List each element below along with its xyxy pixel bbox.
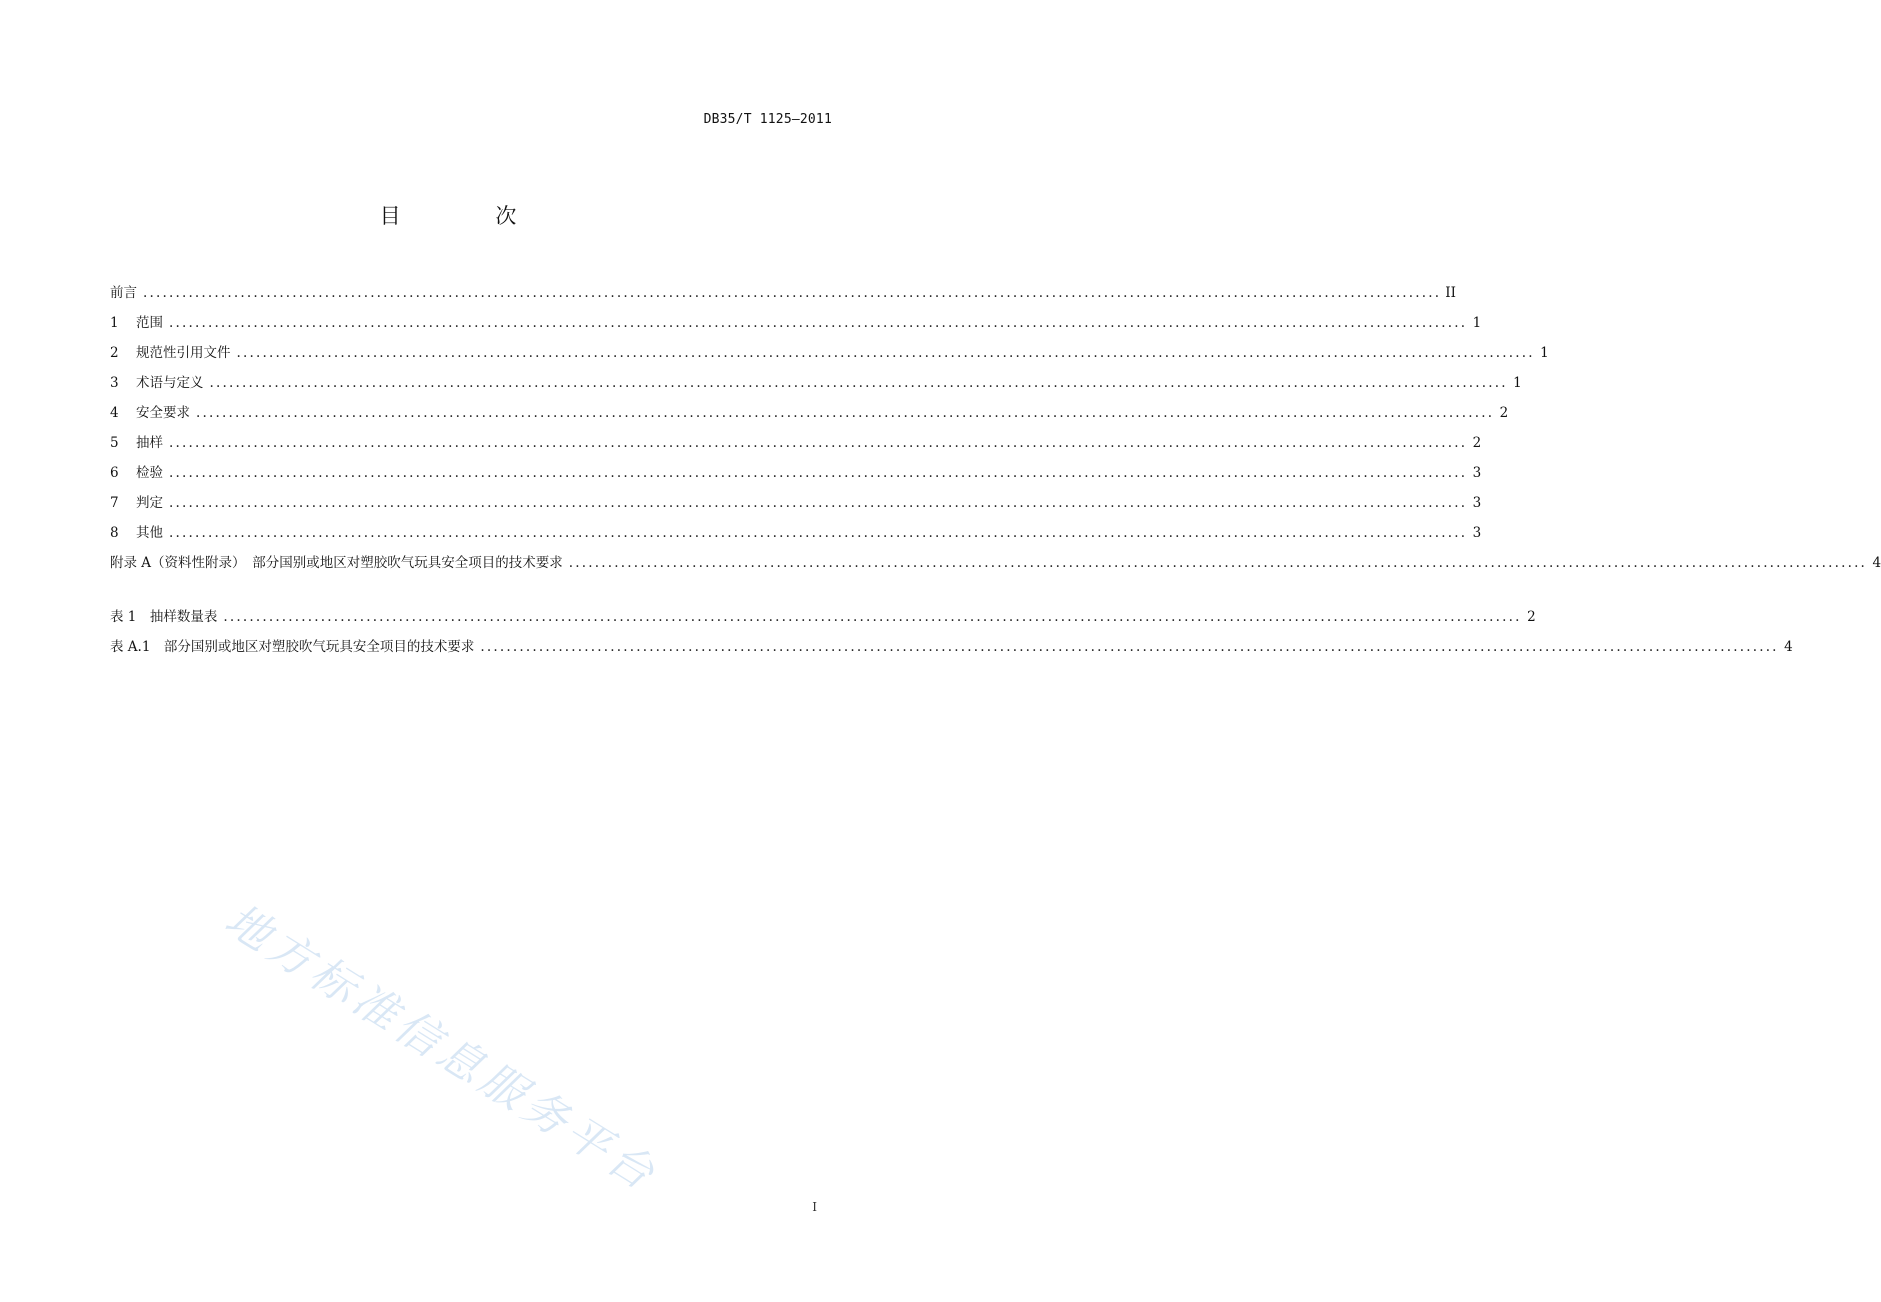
toc-entry-number: 1 bbox=[110, 315, 119, 331]
toc-leader-dots: ........................................................................................................................................................................................................ bbox=[169, 495, 1468, 511]
toc-entry-label: 范围 bbox=[136, 315, 163, 331]
toc-entry-label: 规范性引用文件 bbox=[136, 345, 231, 361]
toc-entry-label: 其他 bbox=[136, 525, 163, 541]
toc-entry-page: 2 bbox=[1499, 405, 1509, 421]
toc-entry[interactable] bbox=[110, 488, 1482, 518]
toc-entry-label: 前言 bbox=[110, 285, 137, 301]
toc-entry-page: 2 bbox=[1527, 609, 1536, 625]
toc-leader-dots: ........................................................................................................................................................................................................ bbox=[568, 555, 1868, 571]
toc-leader-dots: ........................................................................................................................................................................................................ bbox=[480, 639, 1779, 655]
toc-leader-dots: ........................................................................................................................................................................................................ bbox=[223, 609, 1522, 625]
toc-entry-label: 检验 bbox=[136, 465, 163, 481]
toc-entry[interactable] bbox=[110, 398, 1509, 428]
toc-entry[interactable] bbox=[110, 338, 1549, 368]
toc-leader-dots: ........................................................................................................................................................................................................ bbox=[169, 435, 1468, 451]
toc-leader-dots: ........................................................................................................................................................................................................ bbox=[196, 405, 1495, 421]
toc-entry-page: 2 bbox=[1472, 435, 1482, 451]
toc-entry-label: 判定 bbox=[136, 495, 163, 511]
toc-entry-label: 附录 A（资料性附录） 部分国别或地区对塑胶吹气玩具安全项目的技术要求 bbox=[110, 555, 563, 571]
toc-entry-number: 4 bbox=[110, 405, 119, 421]
table-of-contents bbox=[110, 278, 1881, 662]
toc-entry-number: 8 bbox=[110, 525, 119, 541]
toc-entry-page: 1 bbox=[1540, 345, 1549, 361]
toc-leader-dots: ........................................................................................................................................................................................................ bbox=[169, 525, 1468, 541]
toc-entry-label: 表 1 抽样数量表 bbox=[110, 609, 218, 625]
toc-entry-label: 安全要求 bbox=[136, 405, 190, 421]
toc-entry-page: II bbox=[1445, 285, 1456, 301]
toc-entry-label: 术语与定义 bbox=[136, 375, 204, 391]
toc-entry-page: 4 bbox=[1784, 639, 1793, 655]
toc-entry[interactable] bbox=[110, 278, 1456, 308]
toc-entry-page: 3 bbox=[1472, 465, 1482, 481]
toc-entry-number: 2 bbox=[110, 345, 119, 361]
toc-entry-page: 4 bbox=[1872, 555, 1881, 571]
toc-entry-number: 5 bbox=[110, 435, 119, 451]
toc-entry-number: 6 bbox=[110, 465, 119, 481]
toc-entry[interactable] bbox=[110, 632, 1793, 662]
toc-entry[interactable] bbox=[110, 602, 1536, 632]
toc-entry-page: 1 bbox=[1472, 315, 1482, 331]
page-number: I bbox=[812, 1200, 817, 1214]
toc-entry-page: 3 bbox=[1472, 525, 1482, 541]
toc-entry-label: 抽样 bbox=[136, 435, 163, 451]
toc-entry-page: 3 bbox=[1472, 495, 1482, 511]
toc-entry-label: 表 A.1 部分国别或地区对塑胶吹气玩具安全项目的技术要求 bbox=[110, 639, 475, 655]
page-title: 目 次 bbox=[379, 204, 561, 228]
toc-entry-number: 7 bbox=[110, 495, 119, 511]
toc-leader-dots: ........................................................................................................................................................................................................ bbox=[169, 465, 1468, 481]
toc-entry[interactable] bbox=[110, 308, 1482, 338]
toc-leader-dots: ........................................................................................................................................................................................................ bbox=[236, 345, 1535, 361]
toc-entry-number: 3 bbox=[110, 375, 119, 391]
toc-entry[interactable] bbox=[110, 428, 1482, 458]
watermark: 地方标准信息服务平台 bbox=[216, 894, 668, 1203]
standard-code: DB35/T 1125—2011 bbox=[703, 112, 832, 127]
toc-entry-page: 1 bbox=[1513, 375, 1522, 391]
toc-entry[interactable] bbox=[110, 458, 1482, 488]
toc-section-gap bbox=[110, 578, 825, 602]
toc-leader-dots: ........................................................................................................................................................................................................ bbox=[169, 315, 1468, 331]
toc-leader-dots: ........................................................................................................................................................................................................ bbox=[143, 285, 1442, 301]
toc-entry[interactable] bbox=[110, 368, 1522, 398]
toc-entry[interactable] bbox=[110, 548, 1881, 578]
toc-leader-dots: ........................................................................................................................................................................................................ bbox=[209, 375, 1508, 391]
toc-entry[interactable] bbox=[110, 518, 1482, 548]
